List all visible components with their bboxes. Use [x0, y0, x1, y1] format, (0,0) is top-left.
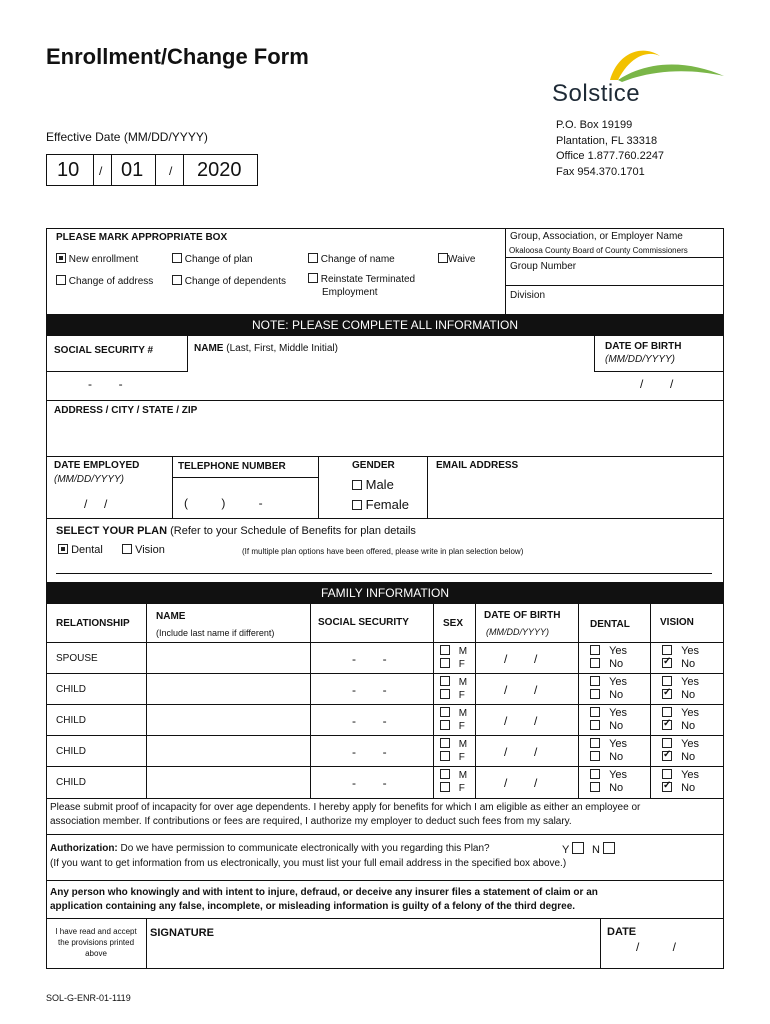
header-vision: VISION [660, 617, 694, 628]
header-name: NAME [156, 611, 186, 622]
change-of-dependents-checkbox[interactable] [172, 275, 182, 285]
sex-m-option[interactable]: M [440, 769, 467, 781]
male-checkbox[interactable] [352, 480, 362, 490]
family-row [46, 674, 724, 705]
sex-f-option[interactable]: F [440, 658, 465, 670]
effective-date-field[interactable] [46, 154, 258, 186]
gender-male-option[interactable]: Male [352, 477, 394, 492]
dental-yes-checkbox[interactable] [590, 769, 600, 779]
dependent-ssn-input[interactable]: - - [352, 683, 387, 697]
plan-dental-checkbox[interactable] [58, 544, 68, 554]
sex-m-option[interactable]: M [440, 645, 467, 657]
fax-number: Fax 954.370.1701 [556, 165, 645, 178]
option-new-enrollment[interactable]: New enrollment [56, 253, 138, 265]
select-plan-label: SELECT YOUR PLAN (Refer to your Schedule of Benefits for plan details [56, 525, 416, 537]
effective-year[interactable]: 2020 [197, 159, 242, 181]
dental-no-checkbox[interactable] [590, 782, 600, 792]
ssn-label: SOCIAL SECURITY # [54, 345, 154, 356]
address-input[interactable] [46, 418, 724, 456]
vision-no-checkbox[interactable] [662, 658, 672, 668]
authorization-no[interactable]: N [592, 842, 615, 856]
reinstate-checkbox[interactable] [308, 273, 318, 283]
relationship-cell: SPOUSE [56, 653, 98, 664]
plan-dental-option[interactable]: Dental [58, 544, 103, 556]
vision-no-option[interactable]: ✓ No [662, 720, 695, 732]
name-label: NAME (Last, First, Middle Initial) [194, 343, 338, 354]
page-title: Enrollment/Change Form [46, 44, 309, 69]
ssn-input[interactable]: - - [88, 377, 123, 391]
dental-no-checkbox[interactable] [590, 751, 600, 761]
dependent-name-input[interactable] [147, 705, 309, 735]
gender-female-option[interactable]: Female [352, 497, 409, 512]
date-separator: / [169, 164, 173, 178]
date-label: DATE [607, 926, 637, 938]
office-phone: Office 1.877.760.2247 [556, 150, 665, 162]
dependent-ssn-input[interactable]: - - [352, 714, 387, 728]
waive-checkbox[interactable] [438, 253, 448, 263]
dependent-name-input[interactable] [147, 643, 309, 673]
sex-f-option[interactable]: F [440, 689, 465, 701]
relationship-cell: CHILD [56, 746, 87, 757]
dental-yes-checkbox[interactable] [590, 645, 600, 655]
vision-yes-option[interactable]: Yes [662, 676, 699, 688]
change-of-address-checkbox[interactable] [56, 275, 66, 285]
vision-yes-checkbox[interactable] [662, 769, 672, 779]
name-input[interactable] [188, 360, 588, 400]
read-accept-note: I have read and accept the provisions printed above [55, 927, 137, 958]
dental-no-option[interactable]: No [590, 751, 623, 763]
signature-date-input[interactable]: / / [636, 940, 677, 954]
vision-yes-option[interactable]: Yes [662, 707, 699, 719]
sex-f-checkbox[interactable] [440, 782, 450, 792]
dental-no-checkbox[interactable] [590, 720, 600, 730]
sex-f-checkbox[interactable] [440, 689, 450, 699]
option-waive[interactable]: Waive [438, 253, 475, 265]
header-relationship: RELATIONSHIP [56, 618, 130, 629]
plan-selection-line[interactable] [56, 573, 712, 574]
option-change-of-address[interactable]: Change of address [56, 275, 153, 287]
logo-text: Solstice [552, 80, 641, 107]
solstice-logo [548, 42, 728, 112]
dental-no-checkbox[interactable] [590, 689, 600, 699]
company-address [556, 118, 664, 180]
relationship-cell: CHILD [56, 715, 87, 726]
dental-yes-option[interactable]: Yes [590, 645, 627, 657]
incapacity-statement: Please submit proof of incapacity for over age dependents. I hereby apply for benefits for which I am eligible as either an employee or association member. If contributions or fees are required, I authorize my employer to deduct such fees from my salary. [50, 802, 641, 827]
option-change-of-name[interactable]: Change of name [308, 253, 395, 265]
dental-yes-checkbox[interactable] [590, 738, 600, 748]
vision-yes-option[interactable]: Yes [662, 769, 699, 781]
dental-yes-option[interactable]: Yes [590, 769, 627, 781]
division-label: Division [510, 290, 546, 301]
family-row [46, 767, 724, 798]
mark-box-header: PLEASE MARK APPROPRIATE BOX [56, 232, 228, 243]
effective-month[interactable]: 10 [57, 159, 80, 181]
plan-vision-checkbox[interactable] [122, 544, 132, 554]
dependent-dob-input[interactable]: / / [504, 652, 538, 666]
address-label: ADDRESS / CITY / STATE / ZIP [54, 405, 198, 416]
sex-f-option[interactable]: F [440, 720, 465, 732]
form-code: SOL-G-ENR-01-1119 [46, 993, 131, 1003]
authorization-no-checkbox[interactable] [603, 842, 615, 854]
new-enrollment-checkbox[interactable] [56, 253, 66, 263]
header-dob: DATE OF BIRTH [484, 610, 561, 621]
family-row [46, 643, 724, 674]
effective-day[interactable]: 01 [121, 159, 144, 181]
signature-label: SIGNATURE [150, 927, 214, 939]
dependent-dob-input[interactable]: / / [504, 714, 538, 728]
vision-no-checkbox[interactable] [662, 689, 672, 699]
sex-m-checkbox[interactable] [440, 676, 450, 686]
date-employed-label: DATE EMPLOYED [54, 460, 140, 471]
header-dental: DENTAL [590, 619, 630, 630]
sex-f-option[interactable]: F [440, 751, 465, 763]
email-label: EMAIL ADDRESS [436, 460, 519, 471]
dental-yes-option[interactable]: Yes [590, 738, 627, 750]
dependent-name-input[interactable] [147, 736, 309, 766]
dental-yes-checkbox[interactable] [590, 676, 600, 686]
dependent-ssn-input[interactable]: - - [352, 745, 387, 759]
dob-label: DATE OF BIRTH [605, 341, 682, 352]
vision-yes-checkbox[interactable] [662, 707, 672, 717]
sex-m-checkbox[interactable] [440, 769, 450, 779]
dependent-dob-input[interactable]: / / [504, 745, 538, 759]
effective-date-label: Effective Date (MM/DD/YYYY) [46, 130, 208, 144]
dental-no-option[interactable]: No [590, 782, 623, 794]
authorization-yes[interactable]: Y [562, 842, 584, 856]
option-change-of-dependents[interactable]: Change of dependents [172, 275, 286, 287]
dependent-name-input[interactable] [147, 674, 309, 704]
change-of-name-checkbox[interactable] [308, 253, 318, 263]
vision-no-checkbox[interactable] [662, 720, 672, 730]
sex-f-checkbox[interactable] [440, 720, 450, 730]
authorization-sub: (If you want to get information from us electronically, you must list your full email address in the specified box above.) [50, 858, 567, 869]
fraud-warning: Any person who knowingly and with intent to injure, defraud, or deceive any insurer files a statement of claim or an application containing any false, incomplete, or misleading information is guilty of a felony of the third degree. [50, 887, 598, 912]
sex-m-option[interactable]: M [440, 676, 467, 688]
header-dob-sub: (MM/DD/YYYY) [486, 627, 549, 637]
date-employed-input[interactable]: / / [84, 497, 108, 511]
vision-no-option[interactable]: ✓ No [662, 689, 695, 701]
plan-note: (If multiple plan options have been offered, please write in plan selection below) [242, 547, 524, 556]
option-reinstate[interactable]: Reinstate Terminated Employment [308, 273, 415, 299]
dependent-dob-input[interactable]: / / [504, 683, 538, 697]
authorization-yes-checkbox[interactable] [572, 842, 584, 854]
sex-m-checkbox[interactable] [440, 707, 450, 717]
sex-m-checkbox[interactable] [440, 738, 450, 748]
option-change-of-plan[interactable]: Change of plan [172, 253, 253, 265]
vision-no-checkbox[interactable] [662, 782, 672, 792]
group-name-value[interactable]: Okaloosa County Board of County Commissioners [509, 246, 688, 255]
date-employed-sub-label: (MM/DD/YYYY) [54, 474, 124, 485]
vision-yes-checkbox[interactable] [662, 676, 672, 686]
group-name-label: Group, Association, or Employer Name [510, 231, 683, 242]
dental-yes-checkbox[interactable] [590, 707, 600, 717]
sex-m-option[interactable]: M [440, 738, 467, 750]
dental-no-option[interactable]: No [590, 689, 623, 701]
family-row [46, 705, 724, 736]
vision-no-option[interactable]: ✓ No [662, 751, 695, 763]
female-checkbox[interactable] [352, 500, 362, 510]
sex-f-checkbox[interactable] [440, 658, 450, 668]
vision-yes-option[interactable]: Yes [662, 645, 699, 657]
dob-input[interactable]: / / [640, 377, 674, 391]
plan-vision-option[interactable]: Vision [122, 544, 165, 556]
signature-field[interactable] [150, 940, 596, 968]
vision-yes-checkbox[interactable] [662, 738, 672, 748]
header-sex: SEX [443, 618, 464, 629]
family-row [46, 736, 724, 767]
change-of-plan-checkbox[interactable] [172, 253, 182, 263]
vision-no-option[interactable]: ✓ No [662, 782, 695, 794]
dental-no-option[interactable]: No [590, 720, 623, 732]
relationship-cell: CHILD [56, 684, 87, 695]
dental-no-checkbox[interactable] [590, 658, 600, 668]
note-bar: NOTE: PLEASE COMPLETE ALL INFORMATION [46, 314, 724, 336]
dependent-ssn-input[interactable]: - - [352, 776, 387, 790]
dental-no-option[interactable]: No [590, 658, 623, 670]
dental-yes-option[interactable]: Yes [590, 676, 627, 688]
vision-yes-checkbox[interactable] [662, 645, 672, 655]
address-line2: Plantation, FL 33318 [556, 134, 658, 147]
gender-label: GENDER [352, 460, 395, 471]
dependent-ssn-input[interactable]: - - [352, 652, 387, 666]
address-line1: P.O. Box 19199 [556, 119, 633, 131]
vision-no-checkbox[interactable] [662, 751, 672, 761]
telephone-input[interactable]: ( ) - [184, 496, 263, 510]
sex-f-checkbox[interactable] [440, 751, 450, 761]
authorization-question: Authorization: Do we have permission to communicate electronically with you regarding this Plan? [50, 843, 490, 854]
date-separator: / [99, 164, 103, 178]
vision-yes-option[interactable]: Yes [662, 738, 699, 750]
dependent-name-input[interactable] [147, 767, 309, 797]
dependent-dob-input[interactable]: / / [504, 776, 538, 790]
relationship-cell: CHILD [56, 777, 87, 788]
email-input[interactable] [430, 474, 722, 516]
sex-m-checkbox[interactable] [440, 645, 450, 655]
sex-f-option[interactable]: F [440, 782, 465, 794]
family-table [46, 604, 724, 798]
group-number-label: Group Number [510, 261, 577, 272]
vision-no-option[interactable]: ✓ No [662, 658, 695, 670]
family-information-bar: FAMILY INFORMATION [46, 582, 724, 604]
dob-sub-label: (MM/DD/YYYY) [605, 354, 675, 365]
telephone-label: TELEPHONE NUMBER [178, 461, 286, 472]
header-ssn: SOCIAL SECURITY [318, 617, 409, 628]
sex-m-option[interactable]: M [440, 707, 467, 719]
header-name-sub: (Include last name if different) [156, 628, 275, 638]
dental-yes-option[interactable]: Yes [590, 707, 627, 719]
